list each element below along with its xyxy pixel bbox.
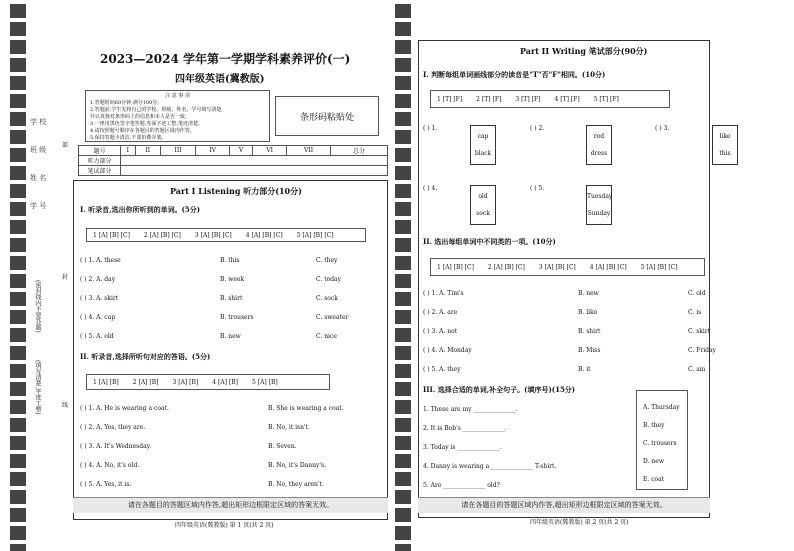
answer-option[interactable]: 2 [A] [B] [C]: [143, 231, 181, 239]
word: sock: [476, 210, 490, 217]
answer-option[interactable]: 4 [A] [B] [C]: [589, 263, 627, 271]
fill-note: (填写清楚,字迹工整): [34, 360, 41, 415]
word-option: C. trousers: [643, 440, 677, 447]
p2-footer: 四年级英语(冀教版) 第 2 页(共 2 页): [530, 519, 629, 526]
word-option: A. Thursday: [643, 404, 680, 411]
class-label: 班 级: [30, 146, 47, 154]
score-header: IV: [196, 146, 230, 156]
fill-blank-item[interactable]: 5. Are ______________ old?: [423, 482, 500, 489]
score-header: 总分: [331, 146, 388, 156]
question-item: ( ) 3. A. skirt: [80, 295, 119, 302]
question-item: ( ) 3.: [655, 125, 670, 132]
answer-option[interactable]: 1 [T] [F]: [437, 95, 463, 103]
word: Tuesday: [587, 193, 613, 200]
fill-blank-item[interactable]: 2. It is Bob's ______________.: [423, 425, 507, 432]
answer-option[interactable]: 1 [A] [B] [C]: [437, 263, 474, 271]
p1-footer-note: 请在各题目的答题区域内作答,超出矩形边框限定区域的答案无效。: [73, 497, 388, 513]
word: black: [474, 150, 492, 157]
fill-blank-item[interactable]: 4. Danny is wearing a ______________ T-shirt.: [423, 463, 557, 470]
option-b: B. She is wearing a coat.: [268, 405, 344, 412]
score-header: III: [160, 146, 196, 156]
option-box: [636, 390, 688, 490]
word: like: [719, 133, 731, 140]
word-option: D. new: [643, 458, 664, 465]
word: red: [593, 133, 605, 140]
exam-title: 2023—2024 学年第一学期学科素养评价(一): [100, 52, 351, 66]
word-box: [470, 185, 496, 225]
p2-q1-title: I. 判断每组单词画线部分的读音是"T"否"F"相同。(10分): [423, 70, 606, 79]
question-item: ( ) 2. A. Yes, they are.: [80, 424, 146, 431]
question-item: ( ) 1.: [423, 125, 438, 132]
option-b: B. it: [578, 366, 591, 373]
option-b: B. No, it's Danny's.: [268, 462, 327, 469]
word: dress: [590, 150, 608, 157]
option-b: B. Miss: [578, 347, 601, 354]
score-row-label: 听力部分: [79, 156, 121, 166]
question-item: ( ) 4. A. cap: [80, 314, 116, 321]
answer-option[interactable]: 2 [A] [B] [C]: [487, 263, 525, 271]
answer-option[interactable]: 1 [A] [B]: [93, 378, 119, 386]
question-item: ( ) 2.: [530, 125, 545, 132]
question-item: ( ) 5.: [530, 185, 545, 192]
option-b: B. like: [578, 309, 598, 316]
p2-q2-title: II. 选出每组单词中不同类的一项。(10分): [423, 237, 556, 246]
answer-option[interactable]: 3 [A] [B]: [172, 378, 199, 386]
score-row-label: 笔试部分: [79, 166, 121, 176]
question-item: ( ) 1. A. He is wearing a coat.: [80, 405, 169, 412]
p2-q3-title: III. 选择合适的单词,补全句子。(填序号)(15分): [423, 385, 576, 394]
answer-option[interactable]: 3 [T] [F]: [515, 95, 541, 103]
option-b: B. No, they aren't.: [268, 481, 324, 488]
word-option: E. coat: [643, 476, 665, 483]
part1-title: Part I Listening 听力部分(10分): [170, 186, 302, 196]
notice-item: 5.保持答题卡清洁,不要折叠弄皱。: [90, 135, 167, 141]
answer-option[interactable]: 4 [T] [F]: [554, 95, 580, 103]
p2-footer-note: 请在各题目的答题区域内作答,超出矩形边框限定区域的答案无效。: [418, 497, 710, 513]
option-c: C. they: [316, 257, 338, 264]
question-item: ( ) 4. A. Monday: [423, 347, 472, 354]
question-item: ( ) 5. A. Yes, it is.: [80, 481, 132, 488]
p1-q2-answer-box[interactable]: [86, 374, 330, 390]
word: this: [719, 150, 731, 157]
number-label: 学 号: [30, 202, 47, 210]
line-label: 线: [62, 402, 69, 409]
answer-option[interactable]: 4 [A] [B] [C]: [245, 231, 283, 239]
answer-option[interactable]: 5 [T] [F]: [593, 95, 619, 103]
answer-option[interactable]: 5 [A] [B]: [252, 378, 278, 386]
score-header: V: [230, 146, 253, 156]
answer-option[interactable]: 5 [A] [B] [C]: [296, 231, 334, 239]
answer-option[interactable]: 3 [A] [B] [C]: [538, 263, 576, 271]
option-b: B. trousers: [220, 314, 254, 321]
question-item: ( ) 5. A. old: [80, 333, 114, 340]
notice-item: 2.答题前,学生先将自己的学校、班级、姓名、学号填写清楚,: [90, 107, 223, 113]
score-header: VII: [287, 146, 331, 156]
barcode-label: 条形码粘贴处: [299, 112, 354, 123]
score-header: I: [121, 146, 136, 156]
word: old: [478, 193, 488, 200]
option-c: C. Friday: [688, 347, 716, 354]
question-item: ( ) 2. A. are: [423, 309, 458, 316]
notice-item: 并认真核对条形码上的信息和本人是否一致。: [90, 114, 191, 120]
score-header: II: [135, 146, 160, 156]
option-c: C. today: [316, 276, 342, 283]
option-b: B. No, it isn't.: [268, 424, 310, 431]
answer-option[interactable]: 5 [A] [B] [C]: [640, 263, 678, 271]
score-table: [78, 145, 388, 176]
option-b: B. this: [220, 257, 240, 264]
p1-footer: 四年级英语(冀教版) 第 1 页(共 2 页): [175, 522, 274, 529]
option-c: C. is: [688, 309, 702, 316]
option-c: C. sock: [316, 295, 338, 302]
left-edge-strip: [10, 0, 26, 551]
name-label: 姓 名: [30, 174, 47, 182]
word-box: [470, 125, 496, 165]
option-c: C. old: [688, 290, 706, 297]
option-b: B. Seven.: [268, 443, 297, 450]
seal-warning: (密封线内不要答题): [34, 280, 41, 333]
p2-q1-answer-box[interactable]: [430, 90, 670, 108]
notice-item: 4.请按照题号顺序在各题目的答题区域内作答。: [90, 128, 195, 134]
score-cell[interactable]: [121, 166, 388, 176]
answer-option[interactable]: 2 [A] [B]: [132, 378, 159, 386]
word-box: [712, 125, 738, 165]
notice-box: [85, 90, 270, 142]
sidebar-info: [30, 108, 70, 220]
school-label: 学 校: [30, 118, 47, 126]
word-option: B. they: [643, 422, 665, 429]
answer-option[interactable]: 3 [A] [B] [C]: [194, 231, 232, 239]
question-item: ( ) 3. A. It's Wednesday.: [80, 443, 152, 450]
word: Sunday: [587, 210, 611, 217]
option-b: B. new: [578, 290, 599, 297]
exam-subtitle: 四年级英语(冀教版): [175, 74, 265, 85]
question-item: ( ) 5. A. they: [423, 366, 461, 373]
notice-item: 3.一律用黑色签字笔答题,卷面字迹工整,笔迹清楚。: [90, 121, 203, 127]
option-c: C. am: [688, 366, 706, 373]
answer-option[interactable]: 1 [A] [B] [C]: [93, 231, 130, 239]
notice-item: 1.答题时间60分钟,满分100分。: [90, 100, 163, 106]
barcode-box: [275, 96, 379, 136]
option-b: B. shirt: [578, 328, 601, 335]
fill-blank-item[interactable]: 1. These are my ______________.: [423, 406, 518, 413]
question-item: ( ) 4.: [423, 185, 438, 192]
answer-option[interactable]: 2 [T] [F]: [476, 95, 502, 103]
dept-label: 部: [62, 142, 69, 149]
p1-q1-answer-box[interactable]: [86, 228, 366, 242]
option-c: C. sweater: [316, 314, 349, 321]
question-item: ( ) 1. A. these: [80, 257, 121, 264]
score-header: VI: [253, 146, 287, 156]
option-b: B. shirt: [220, 295, 243, 302]
question-item: ( ) 4. A. No, it's old.: [80, 462, 140, 469]
word-box: [586, 125, 612, 165]
answer-option[interactable]: 4 [A] [B]: [212, 378, 238, 386]
score-header: 题号: [79, 146, 121, 156]
option-c: C. skirt: [688, 328, 711, 335]
fill-blank-item[interactable]: 3. Today is ______________.: [423, 444, 502, 451]
option-c: C. nice: [316, 333, 337, 340]
question-item: ( ) 3. A. not: [423, 328, 458, 335]
question-item: ( ) 2. A. day: [80, 276, 116, 283]
word: cap: [477, 133, 489, 140]
p1-q1-title: I. 听录音,选出你所听到的单词。(5分): [80, 205, 201, 214]
word-box: [586, 185, 612, 225]
option-b: B. new: [220, 333, 241, 340]
part2-title: Part II Writing 笔试部分(90分): [520, 46, 648, 56]
middle-edge-strip: [395, 0, 411, 551]
question-item: ( ) 1. A. Tim's: [423, 290, 464, 297]
notice-head: 注 意 事 项: [165, 93, 190, 99]
p2-q2-answer-box[interactable]: [430, 258, 705, 276]
option-b: B. week: [220, 276, 245, 283]
score-cell[interactable]: [121, 156, 388, 166]
p1-q2-title: II. 听录音,选择所听句对应的答语。(5分): [80, 352, 211, 361]
seal-label: 封: [62, 274, 69, 281]
